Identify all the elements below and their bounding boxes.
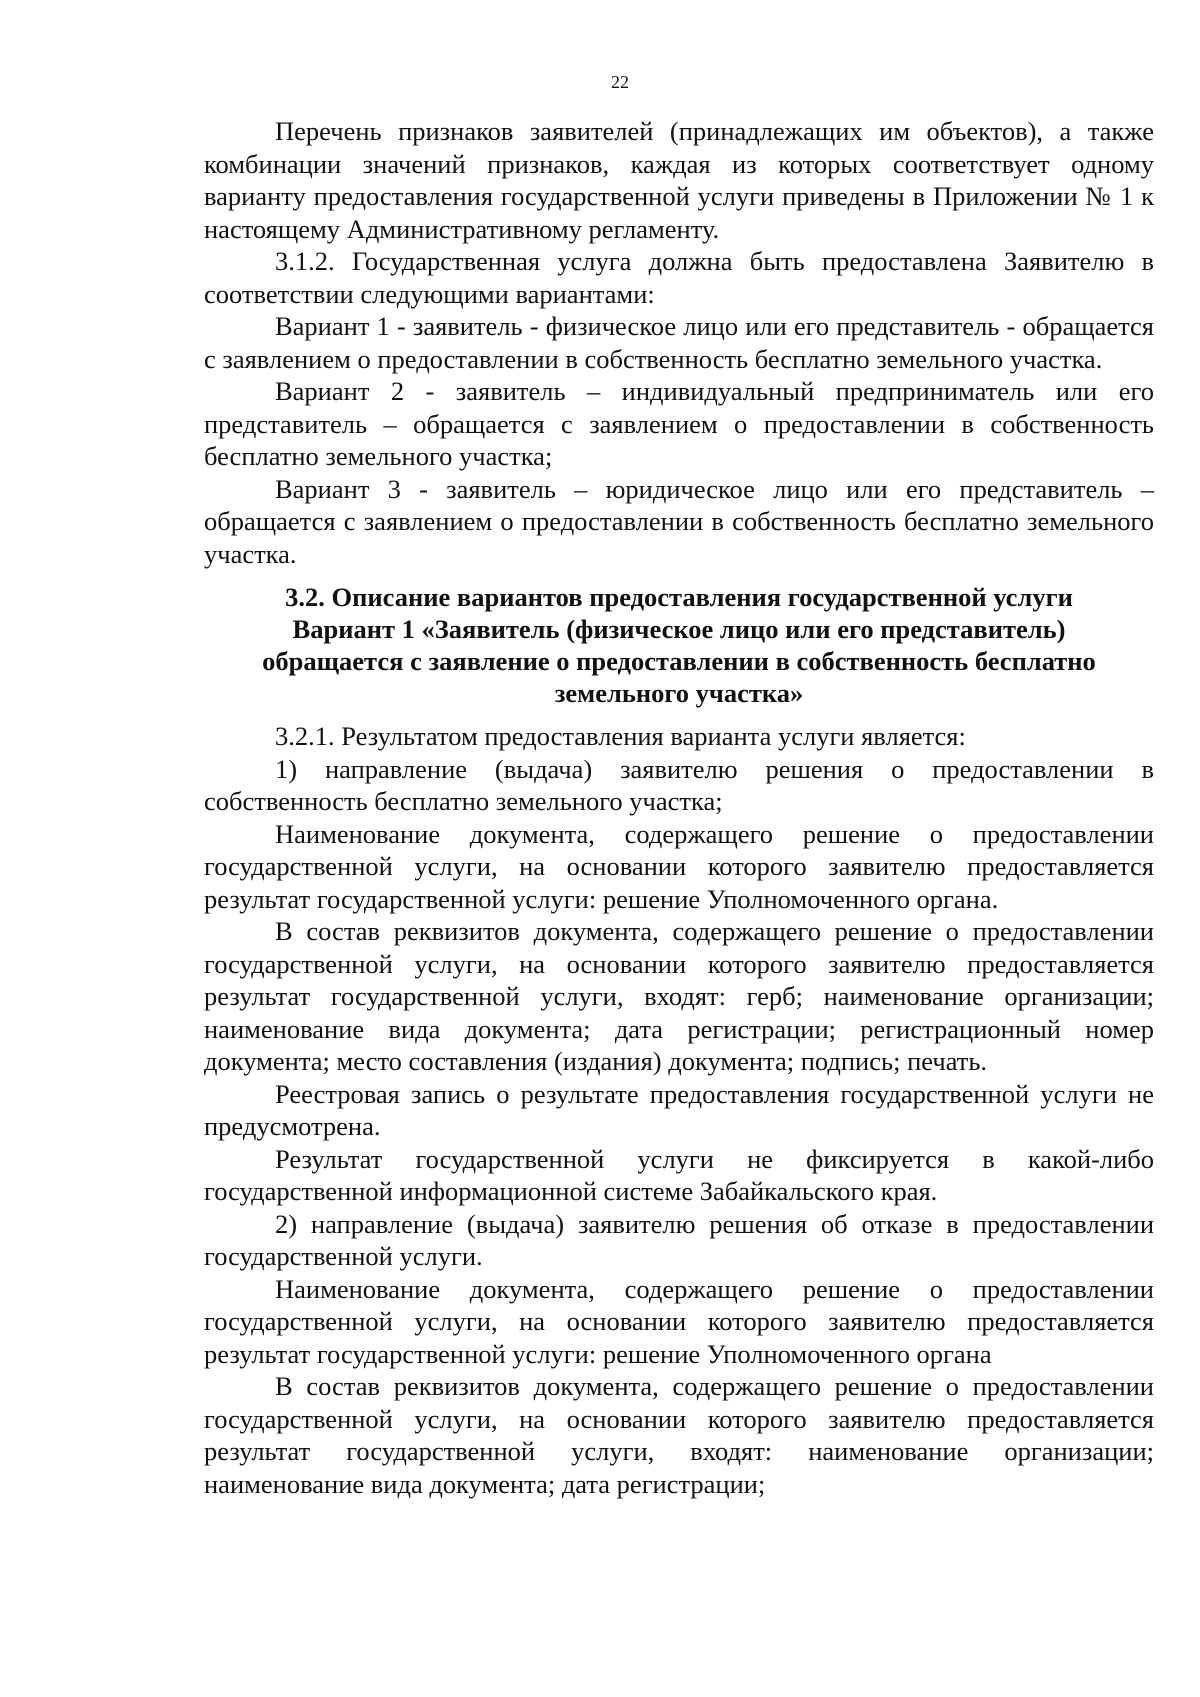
paragraph: 3.2.1. Результатом предоставления варианта услуги является: — [275, 721, 966, 751]
paragraph: В состав реквизитов документа, содержащего решение о предоставлении государственной услуги, на основании которого заявителю предоставляется результат государственной услуги, входят: наименование организации; наименование вида документа; дата регистрации; — [204, 1371, 1154, 1499]
paragraph: Наименование документа, содержащего решение о предоставлении государственной услуги, на основании которого заявителю предоставляется результат государственной услуги: решение Уполномоченного органа — [204, 1273, 1154, 1369]
page-number: 22 — [611, 72, 629, 92]
paragraph: Наименование документа, содержащего решение о предоставлении государственной услуги, на основании которого заявителю предоставляется результат государственной услуги: решение Уполномоченного органа. — [204, 818, 1154, 914]
paragraph: Вариант 2 - заявитель – индивидуальный предприниматель или его представитель – обращается с заявлением о предоставлении в собственность бесплатно земельного участка; — [204, 376, 1154, 471]
paragraph: 2) направление (выдача) заявителю решения об отказе в предоставлении государственной услуги. — [204, 1208, 1154, 1271]
paragraph: 3.1.2. Государственная услуга должна быть предоставлена Заявителю в соответствии следующими вариантами: — [204, 246, 1154, 309]
section-heading — [204, 581, 1154, 709]
body-text — [204, 115, 1154, 1500]
paragraph: Перечень признаков заявителей (принадлежащих им объектов), а также комбинации значений признаков, каждая из которых соответствует одному варианту предоставления государственной услуги приведены в Приложении № 1 к настоящему Административному регламенту. — [204, 116, 1154, 244]
paragraph: Результат государственной услуги не фиксируется в какой-либо государственной информационной системе Забайкальского края. — [204, 1143, 1154, 1206]
heading-line: земельного участка» — [554, 678, 804, 708]
paragraph: Вариант 3 - заявитель – юридическое лицо или его представитель – обращается с заявлением о предоставлении в собственность бесплатно земельного участка. — [204, 473, 1154, 569]
paragraph: В состав реквизитов документа, содержащего решение о предоставлении государственной услуги, на основании которого заявителю предоставляется результат государственной услуги, входят: герб; наименование организации; наименование вида документа; дата регистрации; регистрационный номер документа; место составления (издания) документа; подпись; печать. — [204, 916, 1154, 1076]
paragraph: 1) направление (выдача) заявителю решения о предоставлении в собственность бесплатно земельного участка; — [204, 753, 1154, 816]
heading-line: 3.2. Описание вариантов предоставления государственной услуги — [285, 582, 1073, 612]
paragraph: Реестровая запись о результате предоставления государственной услуги не предусмотрена. — [204, 1078, 1154, 1141]
heading-line: обращается с заявление о предоставлении в собственность бесплатно — [262, 646, 1096, 676]
paragraph: Вариант 1 - заявитель - физическое лицо или его представитель - обращается с заявлением о предоставлении в собственность бесплатно земельного участка. — [204, 311, 1154, 374]
heading-line: Вариант 1 «Заявитель (физическое лицо или его представитель) — [292, 614, 1066, 644]
